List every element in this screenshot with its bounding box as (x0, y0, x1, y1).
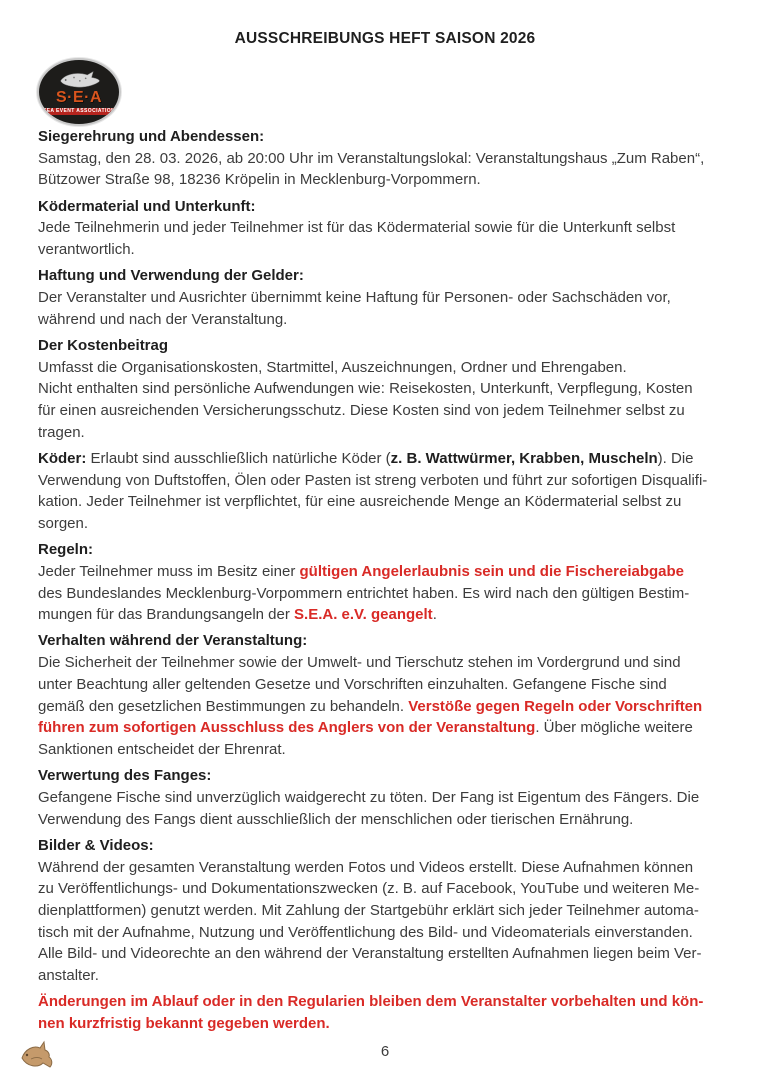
red-emphasis-text: nen kurzfristig bekannt gegeben werden. (38, 1014, 330, 1032)
logo-banner: SEA EVENT ASSOCIATION (39, 108, 119, 115)
body-text: Die Sicherheit der Teilnehmer sowie der Umwelt- und Tierschutz stehen im Vordergrund und sind (38, 654, 681, 672)
section-koedermaterial (38, 196, 738, 261)
text-line (38, 991, 738, 1013)
body-text: . Über mögliche weitere (535, 719, 693, 737)
text-line (38, 696, 738, 718)
section-heading-kostenbeitrag: Der Kostenbeitrag (38, 336, 169, 354)
text-line (38, 943, 738, 965)
text-line (38, 900, 738, 922)
body-text: verantwortlich. (38, 241, 135, 259)
text-line (38, 652, 738, 674)
section-verwertung (38, 765, 738, 830)
text-line (38, 448, 738, 470)
text-line (38, 674, 738, 696)
body-text: . (432, 606, 437, 624)
body-text: Verwendung von Duftstoffen, Ölen oder Pasten ist streng verboten und führt zur sofortigen Disqualifi- (38, 471, 708, 489)
section-koeder (38, 448, 738, 535)
body-text: zu Veröffentlichungs- und Dokumentationszwecken (z. B. auf Facebook, YouTube und weiteren Me- (38, 880, 700, 898)
body-text: anstalter. (38, 967, 99, 985)
text-line (38, 239, 738, 261)
body-text: Verwendung des Fangs dient ausschließlich der menschlichen oder tierischen Ernährung. (38, 810, 634, 828)
body-text: Erlaubt sind ausschließlich natürliche Köder ( (86, 449, 391, 467)
text-line (38, 470, 738, 492)
text-line (38, 491, 738, 513)
document-body (38, 126, 738, 1039)
text-line (38, 169, 738, 191)
body-text: Gefangene Fische sind unverzüglich waidgerecht zu töten. Der Fang ist Eigentum des Fängers. Die (38, 788, 700, 806)
text-line (38, 583, 738, 605)
section-haftung (38, 265, 738, 330)
bold-text: z. B. Wattwürmer, Krabben, Muscheln (390, 449, 658, 467)
body-text: Jeder Teilnehmer muss im Besitz einer (38, 562, 300, 580)
bold-text: Köder: (38, 449, 87, 467)
section-siegerehrung (38, 126, 738, 191)
text-line (38, 287, 738, 309)
body-text: tisch mit der Aufnahme, Nutzung und Veröffentlichung des Bild- und Videomaterials einverstanden. (38, 923, 693, 941)
body-text: tragen. (38, 423, 85, 441)
text-line (38, 1013, 738, 1035)
body-text: gemäß den gesetzlichen Bestimmungen zu behandeln. (38, 697, 409, 715)
body-text: kation. Jeder Teilnehmer ist verpflichtet, für eine ausreichende Menge an Ködermaterial selbst zu (38, 493, 682, 511)
body-text: Nicht enthalten sind persönliche Aufwendungen wie: Reisekosten, Unterkunft, Verpflegung, Kosten (38, 380, 693, 398)
text-line (38, 400, 738, 422)
text-line (38, 922, 738, 944)
red-emphasis-text: Verstöße gegen Regeln oder Vorschriften (408, 697, 703, 715)
body-text: mungen für das Brandungsangeln der (38, 606, 295, 624)
text-line (38, 309, 738, 331)
text-line (38, 739, 738, 761)
body-text: für einen ausreichenden Versicherungsschutz. Diese Kosten sind von jedem Teilnehmer selbst zu (38, 401, 685, 419)
page-title: AUSSCHREIBUNGS HEFT SAISON 2026 (234, 30, 536, 47)
logo-fish-icon (52, 70, 106, 90)
section-bilder-videos (38, 835, 738, 987)
section-heading-regeln: Regeln: (38, 541, 94, 559)
text-line (38, 378, 738, 400)
text-line (38, 787, 738, 809)
body-text: Der Veranstalter und Ausrichter übernimmt keine Haftung für Personen- oder Sachschäden vor, (38, 288, 671, 306)
body-text: des Bundeslandes Mecklenburg-Vorpommern entrichtet haben. Es wird nach den gültigen Bestim- (38, 584, 690, 602)
section-kostenbeitrag (38, 335, 738, 444)
body-text: während und nach der Veranstaltung. (38, 310, 288, 328)
body-text: Samstag, den 28. 03. 2026, ab 20:00 Uhr im Veranstaltungslokal: Veranstaltungshaus „Zum Raben“, (38, 149, 705, 167)
section-aenderungen (38, 991, 738, 1034)
section-heading-haftung: Haftung und Verwendung der Gelder: (38, 267, 304, 285)
text-line (38, 809, 738, 831)
body-text: Jede Teilnehmerin und jeder Teilnehmer ist für das Ködermaterial sowie für die Unterkunft selbst (38, 219, 676, 237)
section-heading-koedermaterial: Ködermaterial und Unterkunft: (38, 197, 256, 215)
text-line (38, 857, 738, 879)
text-line (38, 217, 738, 239)
body-text: Umfasst die Organisationskosten, Startmittel, Auszeichnungen, Ordner und Ehrengaben. (38, 358, 627, 376)
sea-club-logo (37, 58, 121, 126)
logo-letters: S·E·A (55, 89, 103, 106)
body-text: sorgen. (38, 514, 89, 532)
page-number: 6 (380, 1043, 390, 1060)
body-text: unter Beachtung aller geltenden Gesetze und Vorschriften einzuhalten. Gefangene Fische sind (38, 675, 667, 693)
body-text: Während der gesamten Veranstaltung werden Fotos und Videos erstellt. Diese Aufnahmen können (38, 858, 694, 876)
text-line (38, 357, 738, 379)
body-text: Sanktionen entscheidet der Ehrenrat. (38, 740, 286, 758)
red-emphasis-text: gültigen Angelerlaubnis sein und die Fischereiabgabe (299, 562, 685, 580)
section-heading-bilder-videos: Bilder & Videos: (38, 836, 154, 854)
section-heading-verwertung: Verwertung des Fanges: (38, 767, 212, 785)
section-regeln (38, 539, 738, 626)
text-line (38, 717, 738, 739)
section-heading-verhalten: Verhalten während der Veranstaltung: (38, 632, 308, 650)
text-line (38, 965, 738, 987)
text-line (38, 513, 738, 535)
red-emphasis-text: S.E.A. e.V. geangelt (294, 606, 433, 624)
body-text: ). Die (657, 449, 694, 467)
red-emphasis-text: Änderungen im Ablauf oder in den Regularien bleiben dem Veranstalter vorbehalten und kön- (38, 993, 704, 1011)
text-line (38, 878, 738, 900)
red-emphasis-text: führen zum sofortigen Ausschluss des Anglers von der Veranstaltung (38, 719, 536, 737)
text-line (38, 561, 738, 583)
body-text: Alle Bild- und Videorechte an den während der Veranstaltung erstellten Aufnahmen liegen beim Ver- (38, 945, 702, 963)
body-text: Bützower Straße 98, 18236 Kröpelin in Mecklenburg-Vorpommern. (38, 171, 481, 189)
body-text: dienplattformen) genutzt werden. Mit Zahlung der Startgebühr erklärt sich jeder Teilnehmer automa- (38, 901, 699, 919)
text-line (38, 604, 738, 626)
text-line (38, 422, 738, 444)
section-heading-siegerehrung: Siegerehrung und Abendessen: (38, 128, 265, 145)
section-verhalten (38, 630, 738, 760)
text-line (38, 148, 738, 170)
